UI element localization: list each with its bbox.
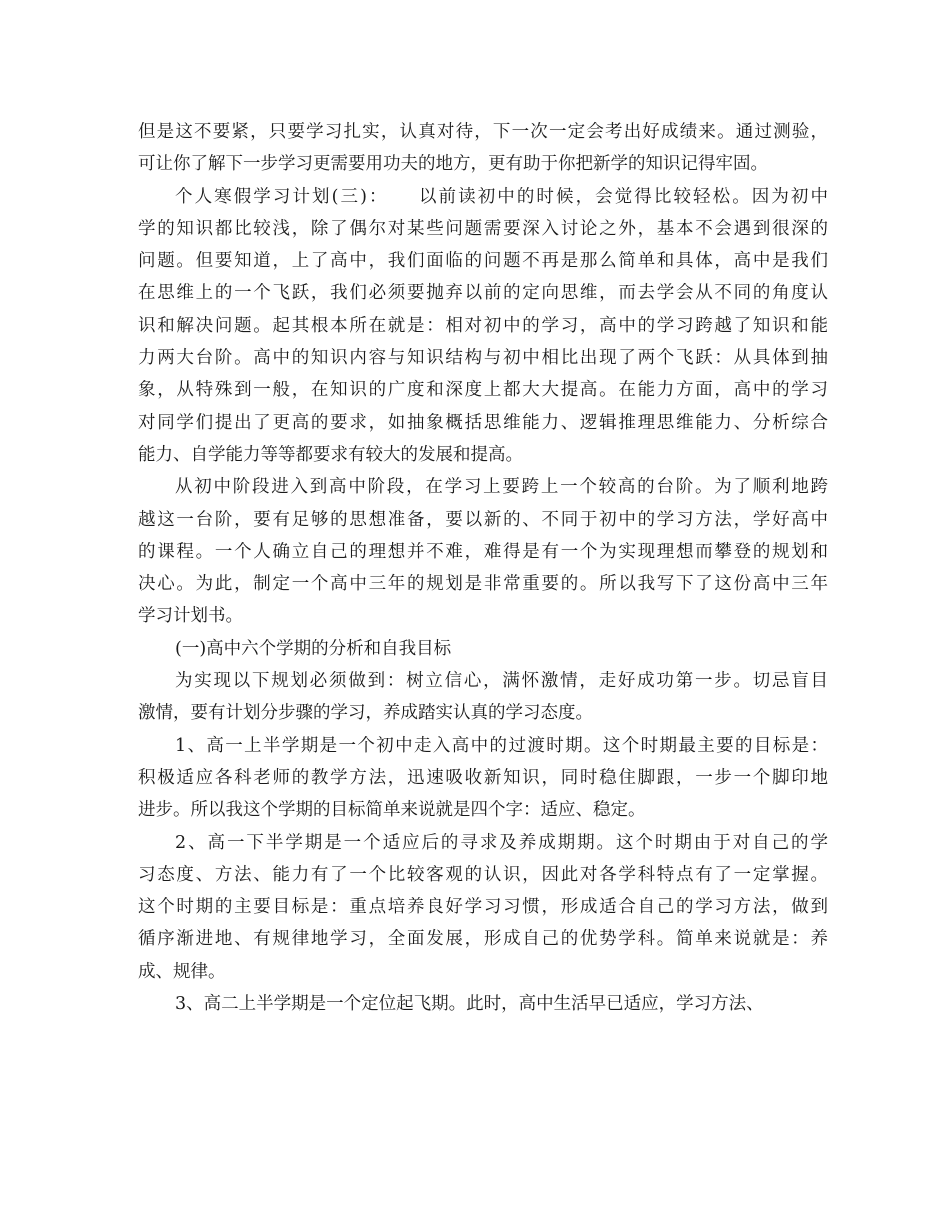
text-line: 进步。所以我这个学期的目标简单来说就是四个字：适应、稳定。	[138, 800, 646, 821]
text-line: 习态度、方法、能力有了一个比较客观的认识，因此对各学科特点有了一定掌握。	[138, 864, 828, 885]
paragraph-start-line: 个人寒假学习计划(三)： 以前读初中的时候，会觉得比较轻松。因为初中	[175, 186, 828, 207]
text-line: 成、规律。	[138, 961, 226, 982]
text-line: 力两大台阶。高中的知识内容与知识结构与初中相比出现了两个飞跃：从具体到抽	[138, 348, 828, 369]
paragraph-start-line: 2、高一下半学期是一个适应后的寻求及养成期期。这个时期由于对自己的学	[175, 832, 828, 853]
text-line: 学的知识都比较浅，除了偶尔对某些问题需要深入讨论之外，基本不会遇到很深的	[138, 218, 828, 239]
text-line: 积极适应各科老师的教学方法，迅速吸收新知识，同时稳住脚跟，一步一个脚印地	[138, 767, 828, 788]
text-line: 在思维上的一个飞跃，我们必须要抛弃以前的定向思维，而去学会从不同的角度认	[138, 283, 828, 304]
text-line: 问题。但要知道，上了高中，我们面临的问题不再是那么简单和具体，高中是我们	[138, 251, 828, 272]
text-line: 可让你了解下一步学习更需要用功夫的地方，更有助于你把新学的知识记得牢固。	[138, 154, 768, 175]
text-line: 象，从特殊到一般，在知识的广度和深度上都大大提高。在能力方面，高中的学习	[138, 380, 828, 401]
text-line: 决心。为此，制定一个高中三年的规划是非常重要的。所以我写下了这份高中三年	[138, 574, 828, 595]
text-line: 但是这不要紧，只要学习扎实，认真对待，下一次一定会考出好成绩来。通过测验，	[138, 122, 828, 142]
text-line: 识和解决问题。起其根本所在就是：相对初中的学习，高中的学习跨越了知识和能	[138, 315, 828, 336]
paragraph-start-line: 为实现以下规划必须做到：树立信心，满怀激情，走好成功第一步。切忌盲目	[175, 671, 828, 692]
text-line: 循序渐进地、有规律地学习，全面发展，形成自己的优势学科。简单来说就是：养	[138, 929, 828, 950]
text-line: 这个时期的主要目标是：重点培养良好学习习惯，形成适合自己的学习方法，做到	[138, 897, 828, 918]
paragraph-start-line: 从初中阶段进入到高中阶段，在学习上要跨上一个较高的台阶。为了顺利地跨	[175, 477, 828, 498]
paragraph-start-line: 3、高二上半学期是一个定位起飞期。此时，高中生活早已适应，学习方法、	[175, 994, 764, 1015]
section-heading: (一)高中六个学期的分析和自我目标	[175, 638, 452, 659]
text-line: 激情，要有计划分步骤的学习，养成踏实认真的学习态度。	[138, 703, 593, 724]
text-line: 越这一台阶，要有足够的思想准备，要以新的、不同于初中的学习方法，学好高中	[138, 509, 828, 530]
text-line: 的课程。一个人确立自己的理想并不难，难得是有一个为实现理想而攀登的规划和	[138, 541, 828, 562]
text-line: 学习计划书。	[138, 606, 243, 627]
document-body	[138, 116, 828, 1020]
text-line: 能力、自学能力等等都要求有较大的发展和提高。	[138, 444, 523, 465]
paragraph-start-line: 1、高一上半学期是一个初中走入高中的过渡时期。这个时期最主要的目标是：	[175, 735, 828, 756]
text-line: 对同学们提出了更高的要求，如抽象概括思维能力、逻辑推理思维能力、分析综合	[138, 412, 828, 433]
